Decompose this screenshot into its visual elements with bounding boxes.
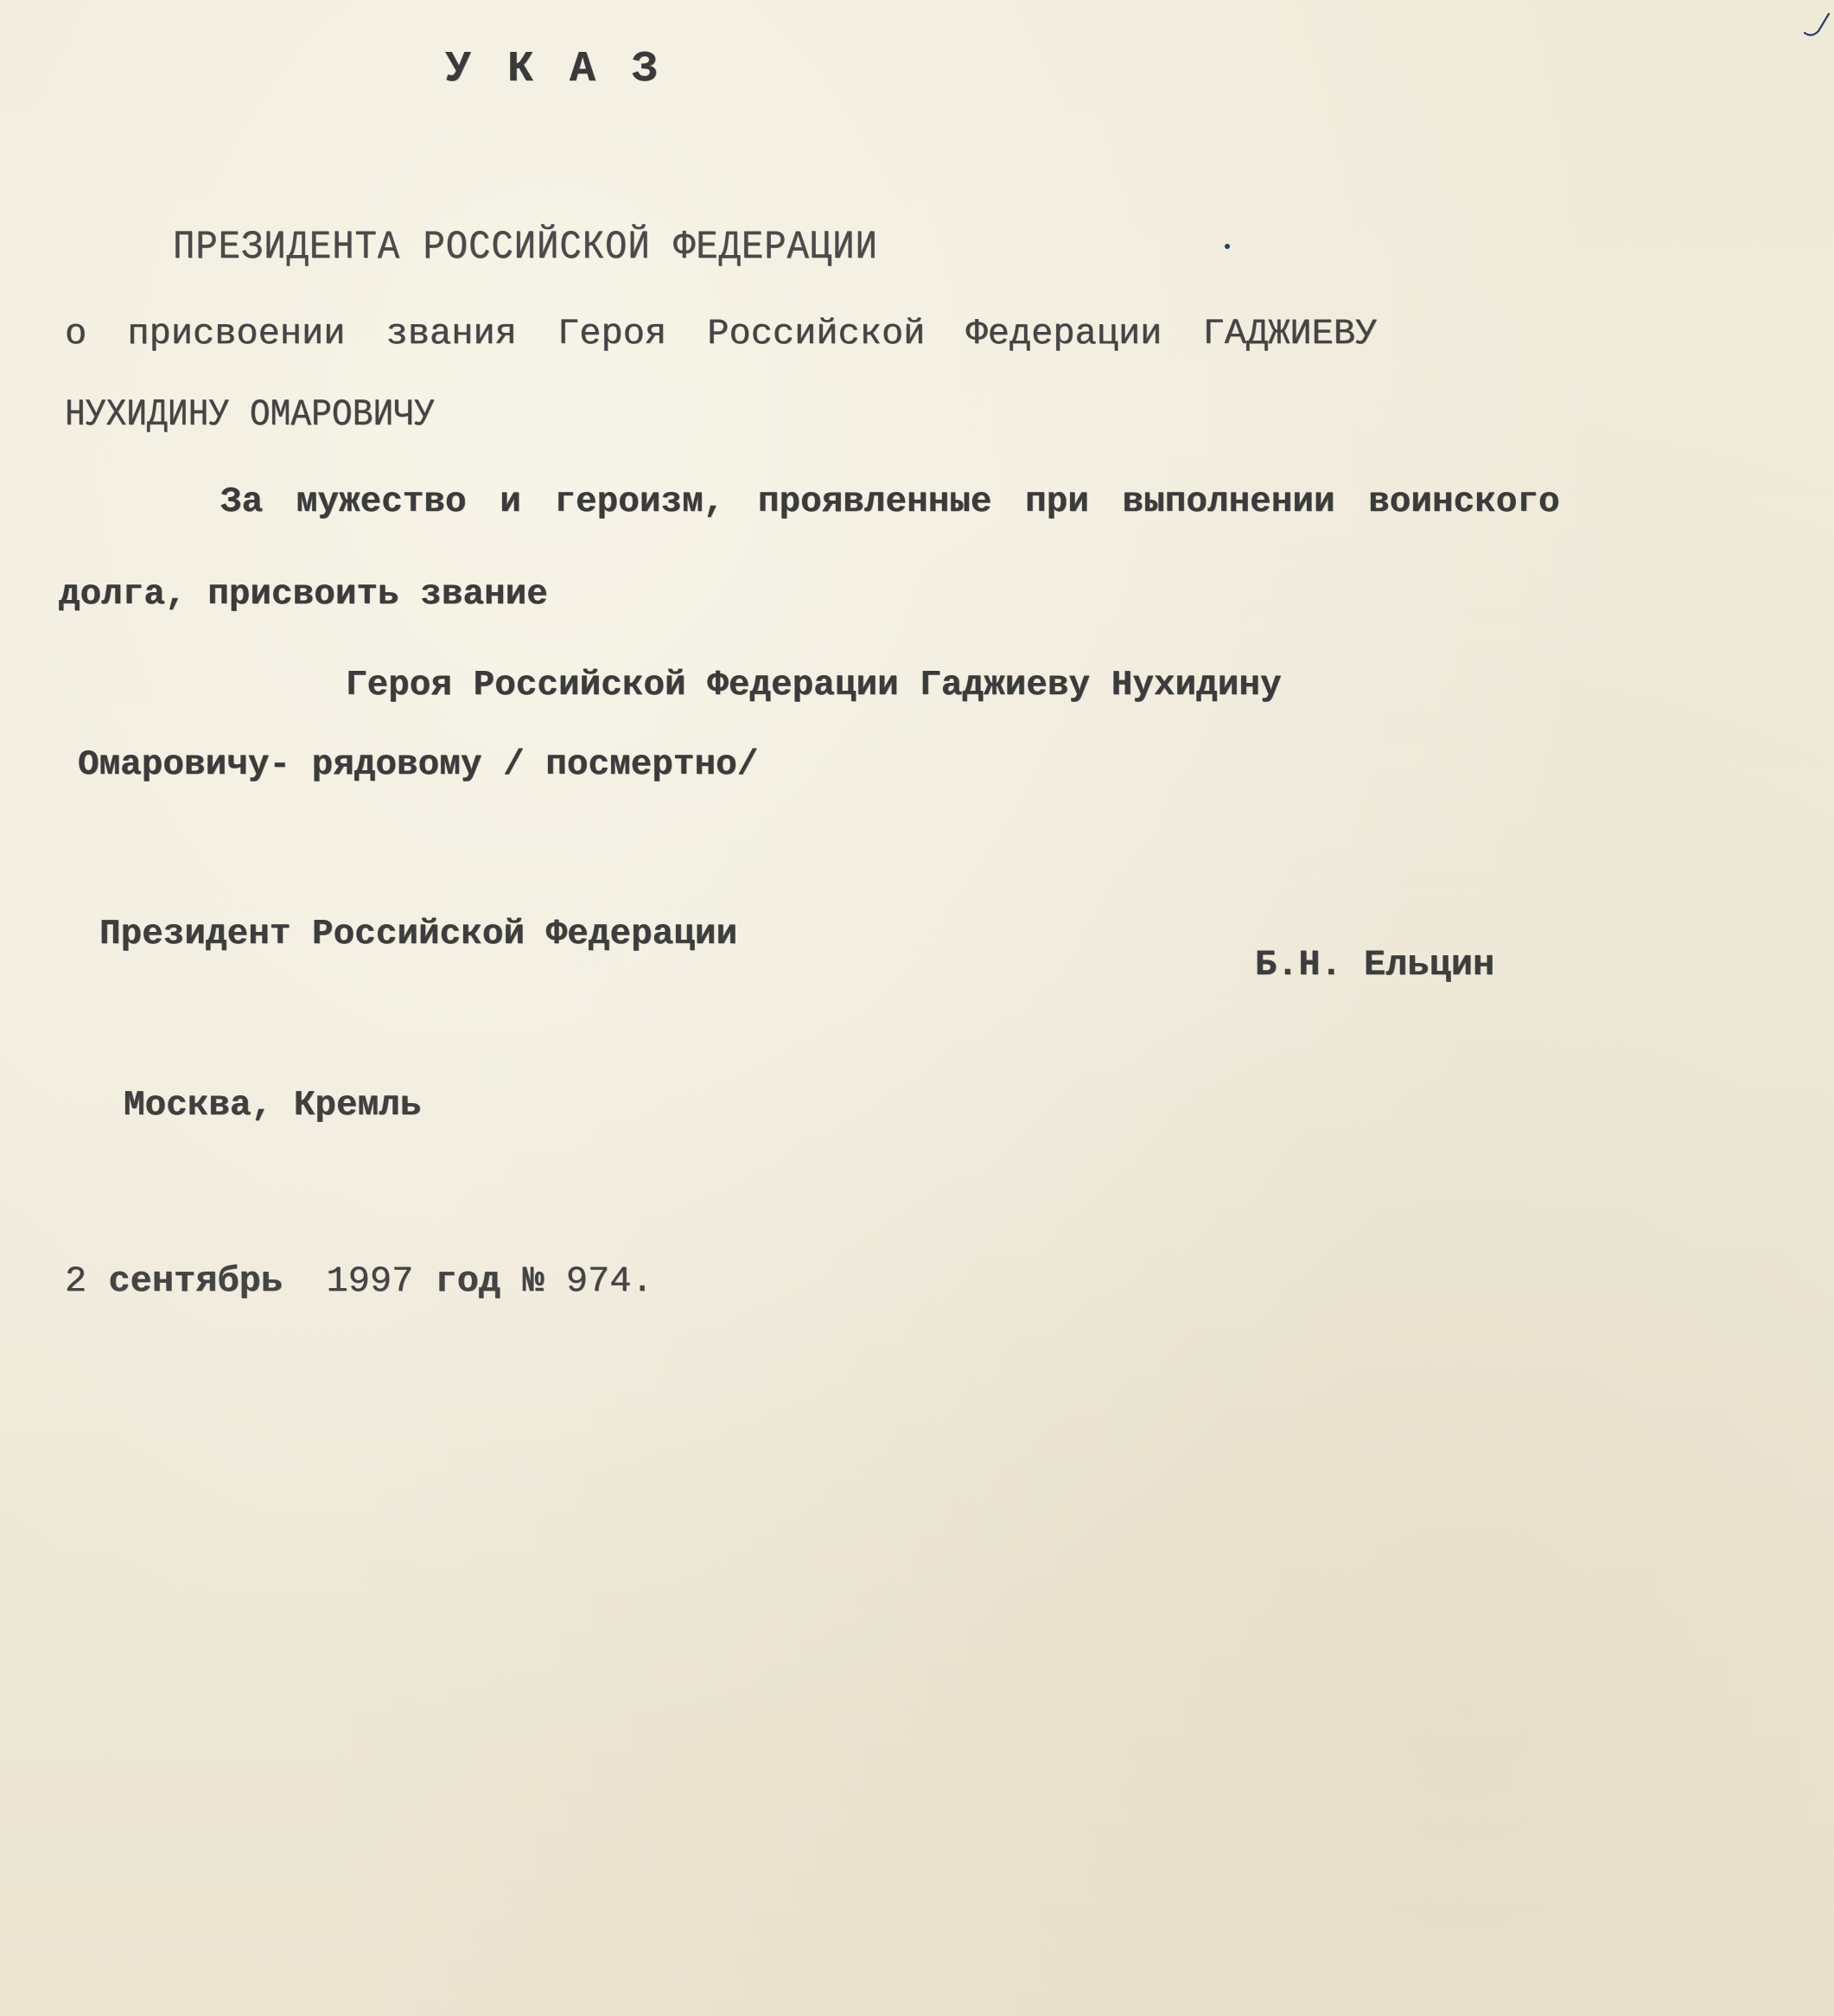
- title-letter: З: [632, 45, 659, 94]
- pen-dot-mark: [1225, 244, 1230, 249]
- issue-date: [65, 1260, 653, 1302]
- corner-pen-stroke-icon: [1799, 9, 1834, 40]
- decree-body-line-3: Героя Российской Федерации Гаджиеву Нухидину: [346, 666, 1282, 705]
- decree-heading-line-1: о присвоении звания Героя Российской Федерации ГАДЖИЕВУ: [65, 313, 1378, 354]
- decree-body-line-2: долга, присвоить звание: [59, 575, 548, 615]
- date-year-word: год: [435, 1260, 501, 1302]
- document-subtitle: ПРЕЗИДЕНТА РОССИЙСКОЙ ФЕДЕРАЦИИ: [173, 225, 878, 270]
- date-month: сентябрь: [108, 1260, 283, 1302]
- title-letter: К: [507, 45, 534, 94]
- issue-place: Москва, Кремль: [124, 1086, 422, 1126]
- decree-heading-line-2: НУХИДИНУ ОМАРОВИЧУ: [65, 393, 435, 437]
- title-letter: А: [570, 45, 596, 94]
- title-letter: У: [445, 45, 472, 94]
- date-year: 1997: [326, 1260, 414, 1302]
- decree-number: 974.: [565, 1260, 653, 1302]
- decree-body-line-1: За мужество и героизм, проявленные при выполнении воинского: [220, 482, 1560, 522]
- document-title: [445, 45, 694, 94]
- signatory-title: Президент Российской Федерации: [99, 915, 738, 954]
- date-day: 2: [65, 1260, 87, 1302]
- signatory-name: Б.Н. Ельцин: [1255, 944, 1495, 986]
- number-sign: №: [522, 1260, 544, 1302]
- decree-body-line-4: Омаровичу- рядовому / посмертно/: [78, 745, 759, 785]
